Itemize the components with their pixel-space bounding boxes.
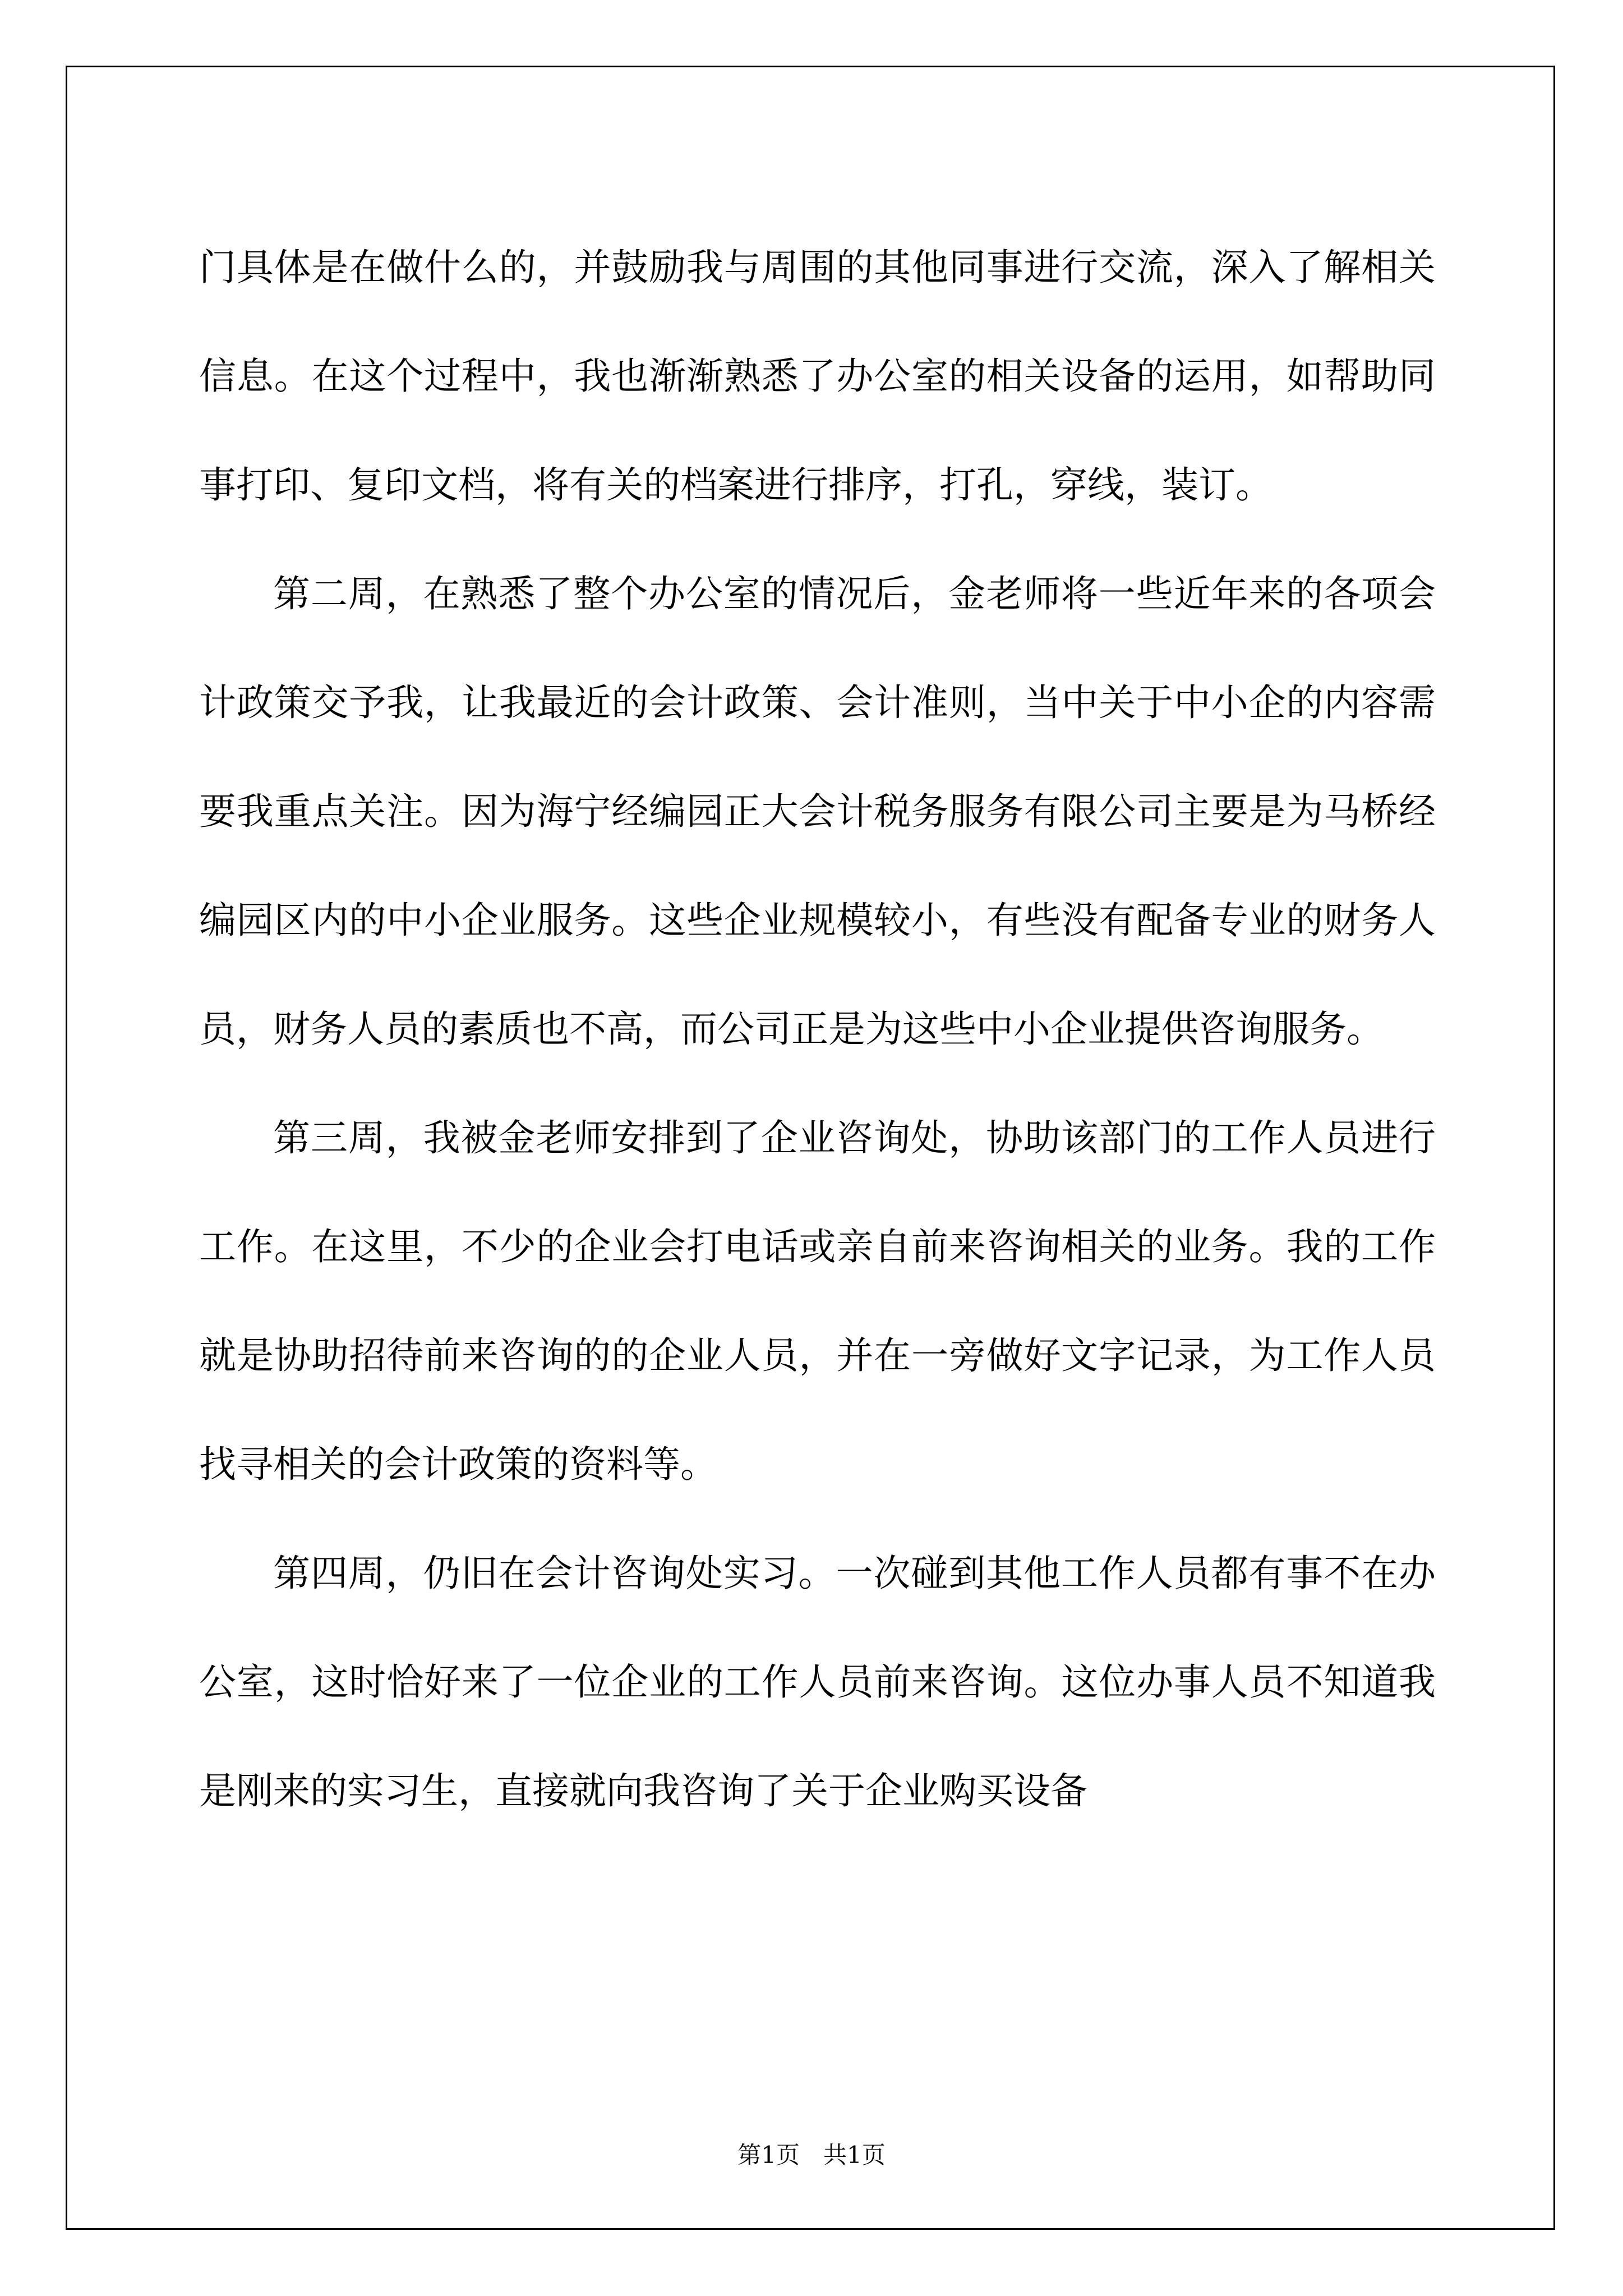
paragraph-4: 第四周，仍旧在会计咨询处实习。一次碰到其他工作人员都有事不在办公室，这时恰好来了一位企业的工作人员前来咨询。这位办事人员不知道我是刚来的实习生，直接就向我咨询了关于企业购买设备 xyxy=(199,1552,1436,1812)
paragraph-2: 第二周，在熟悉了整个办公室的情况后，金老师将一些近年来的各项会计政策交予我，让我最近的会计政策、会计准则，当中关于中小企的内容需要我重点关注。因为海宁经编园正大会计税务服务有限公司主要是为马桥经编园区内的中小企业服务。这些企业规模较小，有些没有配备专业的财务人员，财务人员的素质也不高，而公司正是为这些中小企业提供咨询服务。 xyxy=(199,572,1436,1051)
paragraph-1: 门具体是在做什么的，并鼓励我与周围的其他同事进行交流，深入了解相关信息。在这个过程中，我也渐渐熟悉了办公室的相关设备的运用，如帮助同事打印、复印文档，将有关的档案进行排序，打孔，穿线，装订。 xyxy=(199,246,1436,507)
page-footer: 第1页 共1页 xyxy=(737,2141,886,2169)
document-body xyxy=(199,213,1436,1846)
paragraph-3: 第三周，我被金老师安排到了企业咨询处，协助该部门的工作人员进行工作。在这里，不少的企业会打电话或亲自前来咨询相关的业务。我的工作就是协助招待前来咨询的的企业人员，并在一旁做好文字记录，为工作人员找寻相关的会计政策的资料等。 xyxy=(199,1116,1436,1486)
